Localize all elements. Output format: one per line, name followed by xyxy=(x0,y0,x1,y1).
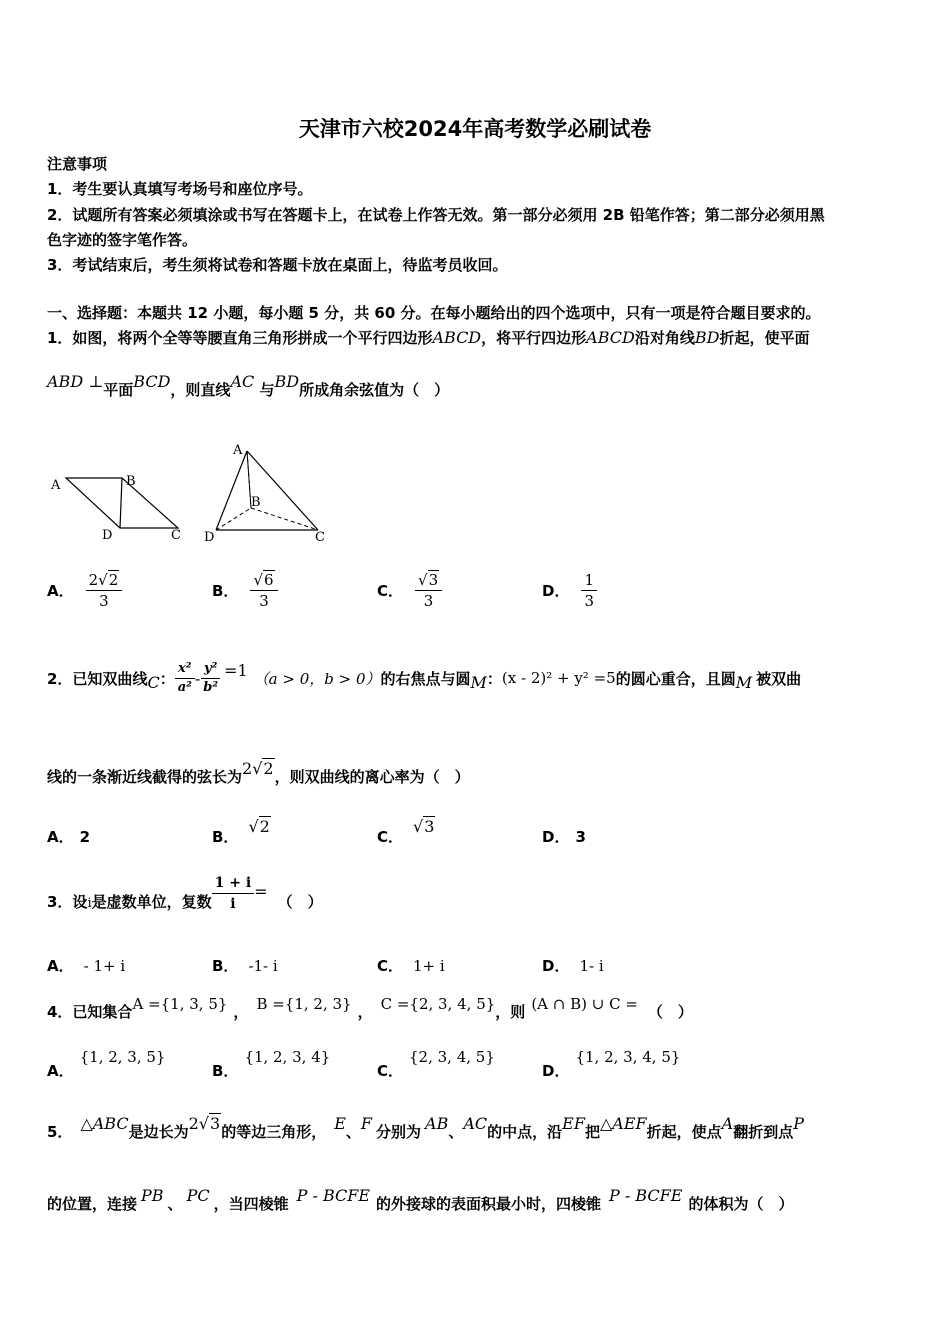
question-5-line-2: 的位置，连接 PB 、 PC ，当四棱锥 P - BCFE 的外接球的表面积最小时，四棱锥 P - BCFE 的体积为（ ） xyxy=(47,1186,794,1213)
question-1-line-2: ABD ⊥平面BCD，则直线AC 与BD所成角余弦值为（ ） xyxy=(47,372,450,399)
notice-item-2: 2．试题所有答案必须填涂或书写在答题卡上，在试卷上作答无效。第一部分必须用 2B 铅笔作答；第二部分必须用黑 xyxy=(47,206,825,224)
question-2-option-c[interactable]: C．√3 xyxy=(377,817,435,846)
question-1-figure xyxy=(40,438,360,550)
fig1-label-a: A xyxy=(51,478,61,493)
question-1-option-d[interactable]: D． $\frac{1}{3}$ xyxy=(542,570,597,611)
question-4-option-c[interactable]: C．{2, 3, 4, 5} xyxy=(377,1048,495,1080)
notice-item-1: 1．考生要认真填写考场号和座位序号。 xyxy=(47,180,313,198)
notice-item-2-cont: 色字迹的签字笔作答。 xyxy=(47,231,198,249)
question-5-line-1: 5． △ABC是边长为2√3的等边三角形， E、F 分别为 AB、AC的中点，沿EF把△AEF折起，使点A翻折到点P xyxy=(47,1114,804,1141)
notice-heading: 注意事项 xyxy=(47,155,108,173)
question-1-option-c[interactable]: C． $\frac{√3}{3}$ xyxy=(377,570,442,611)
fig1-label-c: C xyxy=(171,528,181,543)
question-3-option-d[interactable]: D． 1- i xyxy=(542,957,604,975)
question-2-option-d[interactable]: D． 3 xyxy=(542,828,586,846)
question-4-option-a[interactable]: A．{1, 2, 3, 5} xyxy=(47,1048,166,1080)
question-4-line: 4．已知集合A ={1, 3, 5} ， B ={1, 2, 3} ， C ={2, 3, 4, 5}，则 (A ∩ B) ∪ C = （ ） xyxy=(47,995,693,1021)
question-3-option-b[interactable]: B． -1- i xyxy=(212,957,278,975)
question-2-option-a[interactable]: A． 2 xyxy=(47,828,91,846)
question-1-line-1: 1．如图，将两个全等等腰直角三角形拼成一个平行四边形ABCD，将平行四边形ABCD沿对角线BD折起，使平面 xyxy=(47,328,810,347)
section-heading: 一、选择题：本题共 12 小题，每小题 5 分，共 60 分。在每小题给出的四个选项中，只有一项是符合题目要求的。 xyxy=(47,304,821,322)
fig2-label-a: A xyxy=(233,443,243,458)
question-2-option-b[interactable]: B．√2 xyxy=(212,817,270,846)
question-2-line-2: 线的一条渐近线截得的弦长为2√2，则双曲线的离心率为（ ） xyxy=(47,759,470,786)
fig1-label-d: D xyxy=(102,528,113,543)
question-2-line-1: 2．已知双曲线 C ： $\frac{\text{x²}}{\text{a²}}$ - $\frac{\text{y²}}{\text{b²}}$ =1 （a > 0，b > 0） 的右焦点与圆 M ： (x - 2)² + y² =5 的圆心重合，且圆 M 被双曲 xyxy=(47,660,802,695)
parallelogram-figure xyxy=(50,474,181,543)
notice-item-3: 3．考试结束后，考生须将试卷和答题卡放在桌面上，待监考员收回。 xyxy=(47,256,508,274)
question-1-option-a[interactable]: A． $\frac{2√2}{3}$ xyxy=(47,570,122,611)
question-1-option-b[interactable]: B． $\frac{√6}{3}$ xyxy=(212,570,278,611)
fig2-label-c: C xyxy=(315,530,325,545)
fig1-label-b: B xyxy=(126,474,136,489)
question-3-option-a[interactable]: A． - 1+ i xyxy=(47,957,126,975)
question-4-option-b[interactable]: B．{1, 2, 3, 4} xyxy=(212,1048,331,1080)
fig2-label-d: D xyxy=(204,530,215,545)
question-4-option-d[interactable]: D．{1, 2, 3, 4, 5} xyxy=(542,1048,681,1080)
tetrahedron-figure xyxy=(204,443,325,545)
question-3-line: 3．设 i 是虚数单位，复数 $\frac{1 + i}{i}$ = （ ） xyxy=(47,874,323,912)
page-title: 天津市六校2024年高考数学必刷试卷 xyxy=(298,117,652,141)
fig2-label-b: B xyxy=(251,495,261,510)
question-3-option-c[interactable]: C． 1+ i xyxy=(377,957,445,975)
